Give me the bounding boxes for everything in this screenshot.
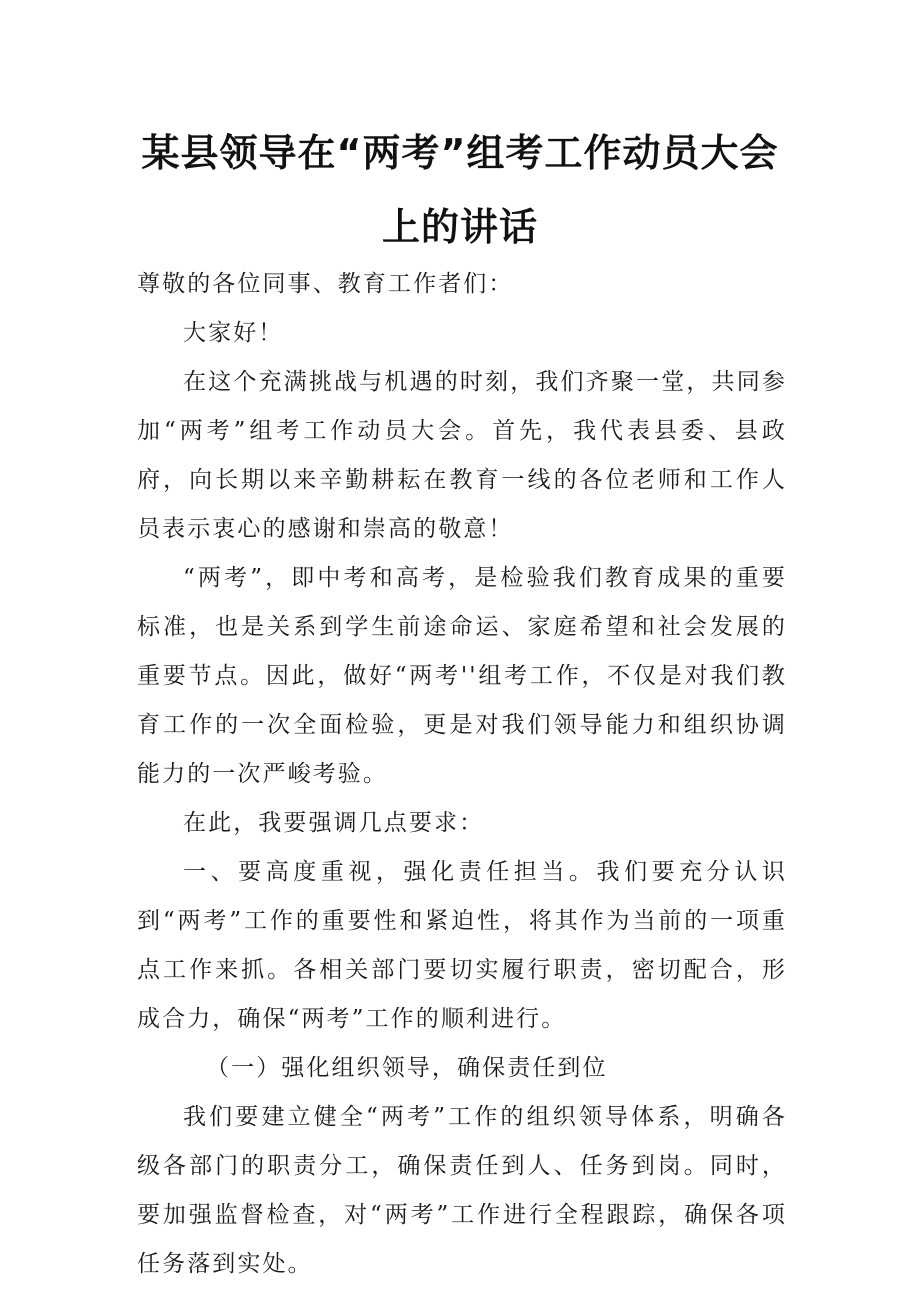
document-body [137, 260, 787, 1289]
paragraph-two-exams: “两考”，即中考和高考，是检验我们教育成果的重要标准，也是关系到学生前途命运、家庭希望和社会发展的重要节点。因此，做好“两考''组考工作，不仅是对我们教育工作的一次全面检验，更是对我们领导能力和组织协调能力的一次严峻考验。 [137, 565, 787, 787]
salutation: 尊敬的各位同事、教育工作者们： [137, 271, 514, 297]
greeting: 大家好！ [183, 320, 284, 346]
paragraph-requirement-one: 一、要高度重视，强化责任担当。我们要充分认识到“两考”工作的重要性和紧迫性，将其作为当前的一项重点工作来抓。各相关部门要切实履行职责，密切配合，形成合力，确保“两考”工作的顺利进行。 [137, 859, 787, 1032]
subheading: （一）强化组织领导，确保责任到位 [206, 1055, 608, 1081]
paragraph-organization: 我们要建立健全“两考”工作的组织领导体系，明确各级各部门的职责分工，确保责任到人、任务到岗。同时，要加强监督检查，对“两考”工作进行全程跟踪，确保各项任务落到实处。 [137, 1104, 787, 1277]
document-title-line-1: 某县领导在“两考”组考工作动员大会 [141, 131, 779, 175]
paragraph-opening: 在这个充满挑战与机遇的时刻，我们齐聚一堂，共同参加“两考”组考工作动员大会。首先，我代表县委、县政府，向长期以来辛勤耕耘在教育一线的各位老师和工作人员表示衷心的感谢和崇高的敬意！ [137, 369, 787, 542]
document-title-line-2: 上的讲话 [381, 205, 538, 249]
paragraph-requirements-intro: 在此，我要强调几点要求： [183, 810, 485, 836]
